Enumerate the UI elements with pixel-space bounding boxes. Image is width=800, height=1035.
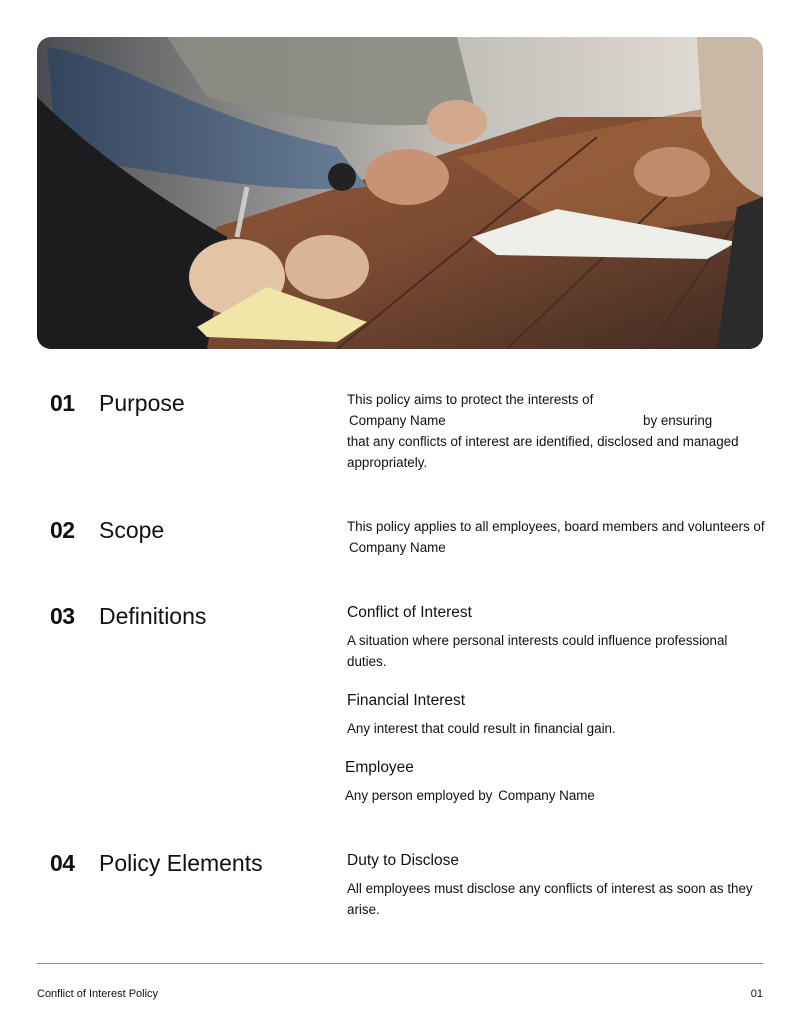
- section-number-scope: 02: [50, 517, 75, 543]
- definition-text-conflict: A situation where personal interests could influence professional duties.: [347, 633, 728, 669]
- policy-item-text-duty: All employees must disclose any conflicts of interest as soon as they arise.: [347, 881, 753, 917]
- purpose-text-after-field: by ensuring: [643, 413, 713, 428]
- company-name-field[interactable]: Company Name: [498, 788, 595, 803]
- section-number-purpose: 01: [50, 390, 75, 416]
- employee-definition-text: Any person employed by: [345, 788, 493, 803]
- company-name-field[interactable]: Company Name: [349, 413, 446, 428]
- section-title-policy-elements: Policy Elements: [99, 850, 263, 876]
- definition-term-employee: Employee: [345, 759, 414, 776]
- policy-item-term-duty: Duty to Disclose: [347, 852, 459, 869]
- page-number: 01: [750, 988, 763, 1000]
- meeting-table-photo: [37, 37, 763, 349]
- purpose-text: [347, 389, 767, 473]
- section-number-policy-elements: 04: [50, 850, 75, 876]
- scope-text: [347, 516, 767, 558]
- scope-text-line1: This policy applies to all employees, board members and volunteers of: [347, 519, 765, 534]
- definition-term-conflict: Conflict of Interest: [347, 604, 472, 621]
- company-name-field[interactable]: Company Name: [349, 540, 446, 555]
- definition-text-financial: Any interest that could result in financial gain.: [347, 721, 616, 736]
- section-title-definitions: Definitions: [99, 603, 207, 629]
- footer-document-title: Conflict of Interest Policy: [37, 988, 159, 1000]
- purpose-text-line1: This policy aims to protect the interests of: [347, 392, 594, 407]
- definition-term-financial: Financial Interest: [347, 692, 466, 709]
- section-number-definitions: 03: [50, 603, 75, 629]
- section-title-scope: Scope: [99, 517, 165, 543]
- purpose-text-rest: that any conflicts of interest are identified, disclosed and managed appropriately.: [347, 434, 739, 470]
- purpose-company-row: [347, 410, 767, 431]
- footer-divider: [37, 963, 763, 964]
- section-title-purpose: Purpose: [99, 390, 185, 416]
- definition-text-employee: [345, 785, 765, 806]
- hero-image: [37, 37, 763, 349]
